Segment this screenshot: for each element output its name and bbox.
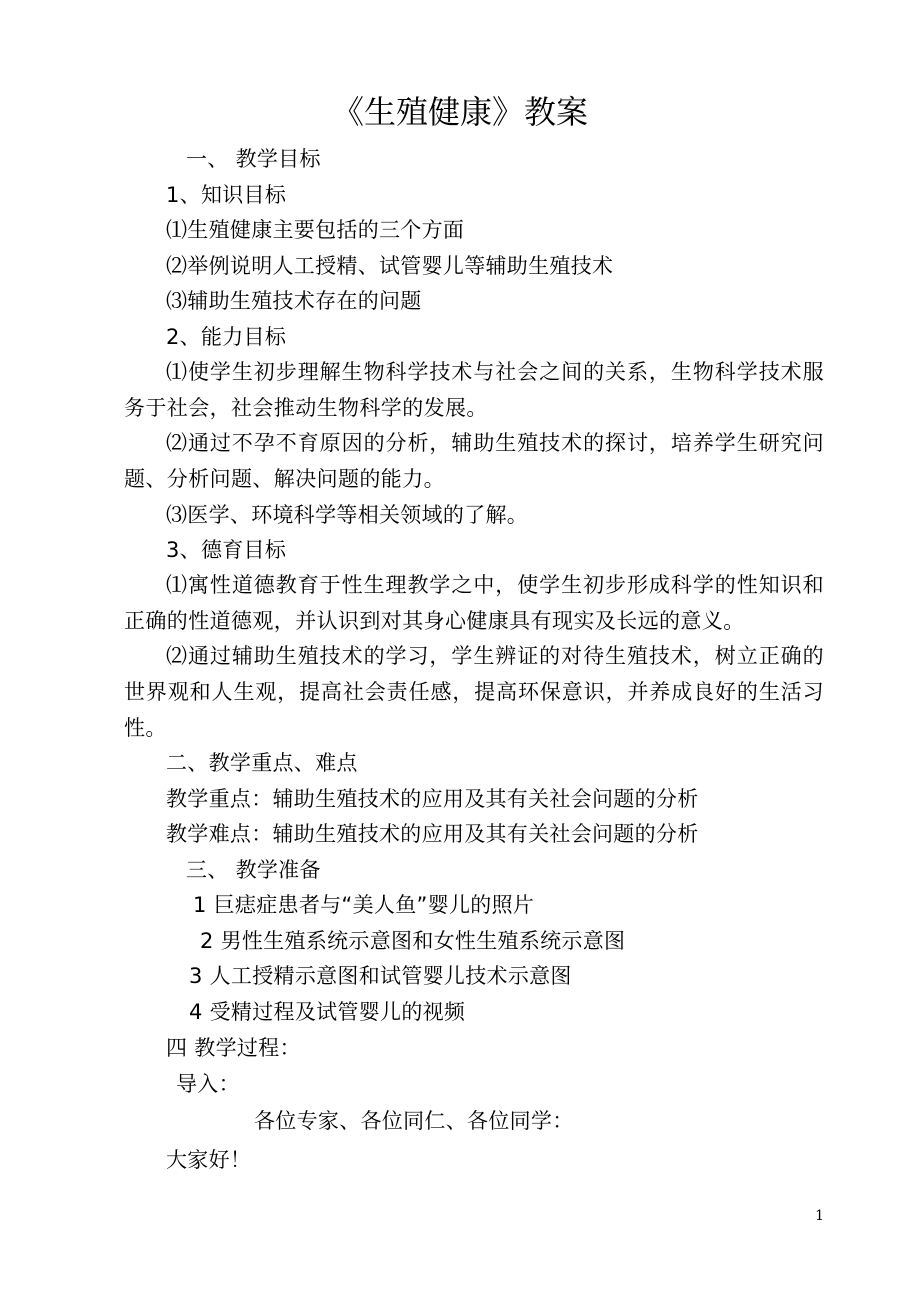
knowledge-item-3: ⑶辅助生殖技术存在的问题 [166,289,422,313]
subheading-ability: 2、能力目标 [166,325,287,349]
preparation-item: 1 巨痣症患者与“美人鱼”婴儿的照片 [193,893,535,917]
section-heading-process: 四 教学过程： [166,1036,301,1060]
moral-item-1: ⑴寓性道德教育于性生理教学之中，使学生初步形成科学的性知识和正确的性道德观，并认识到对其身心健康具有现实及长远的意义。 [124,573,824,633]
difficult-point: 教学难点：辅助生殖技术的应用及其有关社会问题的分析 [166,822,699,846]
key-point: 教学重点：辅助生殖技术的应用及其有关社会问题的分析 [166,787,699,811]
document-title: 《生殖健康》教案 [331,93,588,131]
hello-line: 大家好！ [166,1148,252,1172]
page-number: 1 [815,1208,824,1224]
section-heading-objectives: 一、 教学目标 [186,147,321,171]
section-heading-preparation: 三、 教学准备 [186,858,321,882]
ability-item-2: ⑵通过不孕不育原因的分析，辅助生殖技术的探讨，培养学生研究问题、分析问题、解决问题的能力。 [124,431,824,491]
subheading-moral: 3、德育目标 [166,538,287,562]
preparation-item: 3 人工授精示意图和试管婴儿技术示意图 [189,964,572,988]
subheading-knowledge: 1、知识目标 [166,183,287,207]
moral-item-2: ⑵通过辅助生殖技术的学习，学生辨证的对待生殖技术，树立正确的世界观和人生观，提高社会责任感，提高环保意识，并养成良好的生活习性。 [124,644,824,740]
section-heading-key-points: 二、教学重点、难点 [166,751,358,775]
intro-label: 导入： [176,1072,240,1096]
ability-item-1: ⑴使学生初步理解生物科学技术与社会之间的关系，生物科学技术服务于社会，社会推动生物科学的发展。 [124,360,824,420]
knowledge-item-1: ⑴生殖健康主要包括的三个方面 [166,218,465,242]
preparation-item: 4 受精过程及试管婴儿的视频 [189,1000,466,1024]
preparation-item: 2 男性生殖系统示意图和女性生殖系统示意图 [200,929,626,953]
knowledge-item-2: ⑵举例说明人工授精、试管婴儿等辅助生殖技术 [166,254,614,278]
greeting-line: 各位专家、各位同仁、各位同学： [254,1109,574,1133]
ability-item-3: ⑶医学、环境科学等相关领域的了解。 [166,503,529,527]
